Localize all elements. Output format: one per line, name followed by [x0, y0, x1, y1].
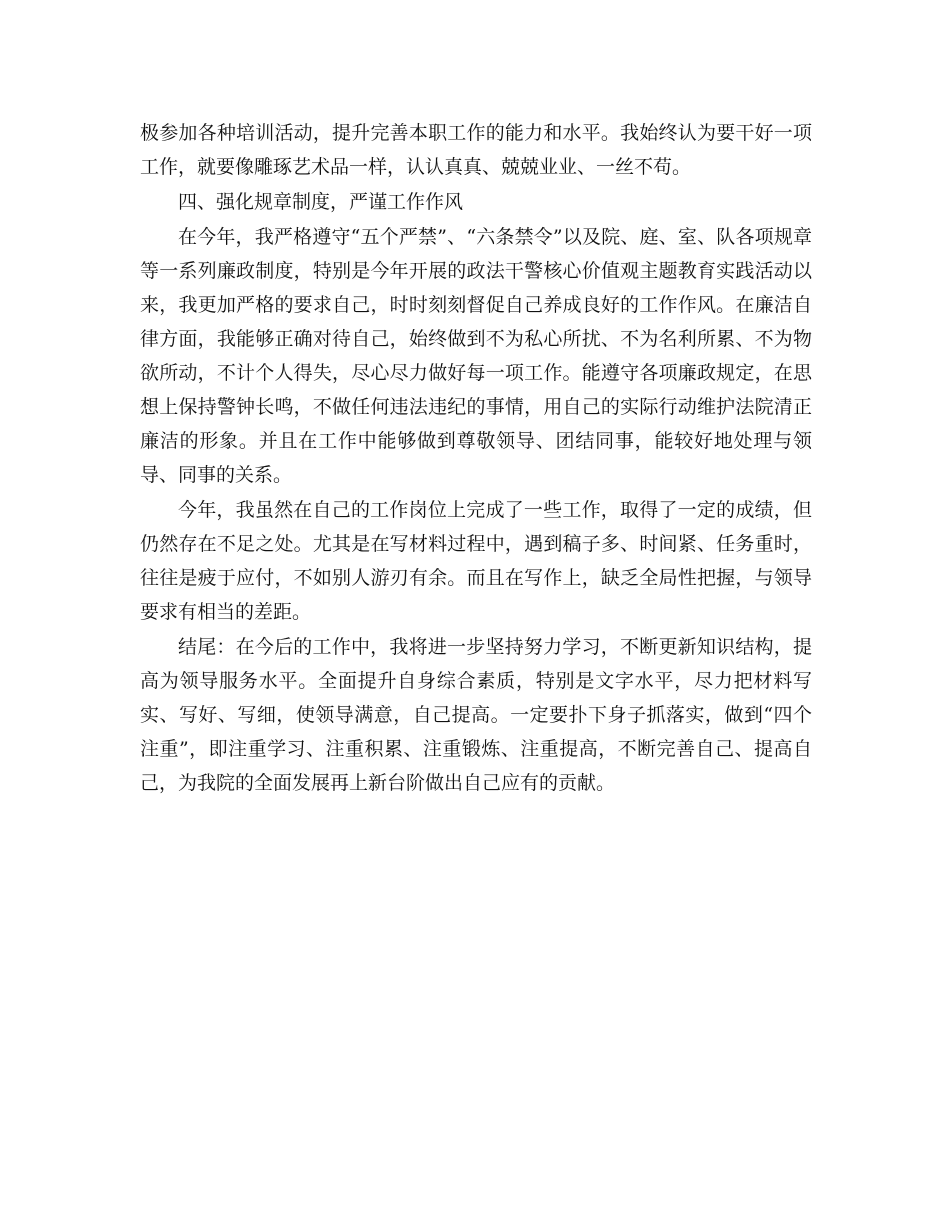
document-body — [140, 116, 812, 801]
paragraph-training: 极参加各种培训活动，提升完善本职工作的能力和水平。我始终认为要干好一项工作，就要像雕琢艺术品一样，认认真真、兢兢业业、一丝不苟。 — [140, 122, 812, 178]
section-heading-rules: 四、强化规章制度，严谨工作作风 — [178, 191, 464, 213]
paragraph-shortcomings: 今年，我虽然在自己的工作岗位上完成了一些工作，取得了一定的成绩，但仍然存在不足之处。尤其是在写材料过程中，遇到稿子多、时间紧、任务重时，往往是疲于应付，不如别人游刃有余。而且在写作上，缺乏全局性把握，与领导要求有相当的差距。 — [140, 499, 812, 623]
paragraph-integrity: 在今年，我严格遵守“五个严禁”、“六条禁令”以及院、庭、室、队各项规章等一系列廉政制度，特别是今年开展的政法干警核心价值观主题教育实践活动以来，我更加严格的要求自己，时时刻刻督促自己养成良好的工作作风。在廉洁自律方面，我能够正确对待自己，始终做到不为私心所扰、不为名利所累、不为物欲所动，不计个人得失，尽心尽力做好每一项工作。能遵守各项廉政规定，在思想上保持警钟长鸣，不做任何违法违纪的事情，用自己的实际行动维护法院清正廉洁的形象。并且在工作中能够做到尊敬领导、团结同事，能较好地处理与领导、同事的关系。 — [140, 226, 812, 486]
paragraph-conclusion: 结尾：在今后的工作中，我将进一步坚持努力学习，不断更新知识结构，提高为领导服务水平。全面提升自身综合素质，特别是文字水平，尽力把材料写实、写好、写细，使领导满意，自己提高。一定要扑下身子抓落实，做到“四个注重”，即注重学习、注重积累、注重锻炼、注重提高，不断完善自己、提高自己，为我院的全面发展再上新台阶做出自己应有的贡献。 — [140, 636, 812, 794]
